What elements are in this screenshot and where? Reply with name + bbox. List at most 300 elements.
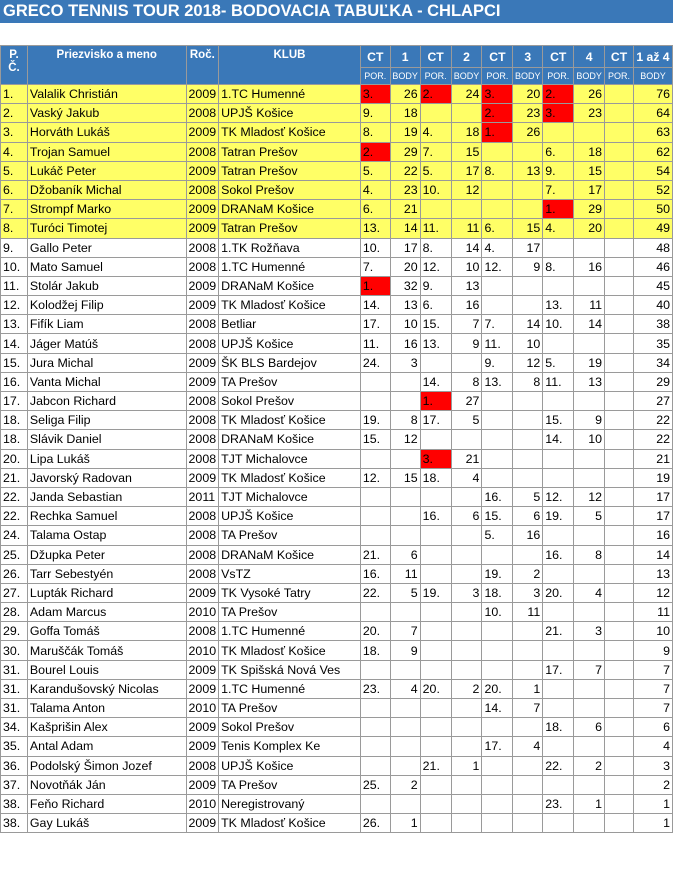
- cell-t4-points: [574, 814, 605, 833]
- col-header-ct3: CT: [482, 46, 513, 68]
- cell-t2-points: 4: [451, 468, 482, 487]
- cell-total-points: 64: [633, 104, 672, 123]
- cell-total-points: 76: [633, 85, 672, 104]
- cell-birth-year: 2009: [186, 583, 219, 602]
- table-row: [1, 238, 673, 257]
- cell-t3-position: [482, 411, 513, 430]
- cell-t1-position: 22.: [360, 583, 390, 602]
- cell-t1-position: [360, 449, 390, 468]
- table-row: [1, 219, 673, 238]
- cell-t3-points: [513, 641, 543, 660]
- cell-birth-year: 2009: [186, 161, 219, 180]
- cell-t4-points: 6: [574, 718, 605, 737]
- cell-t1-points: [390, 392, 420, 411]
- cell-t3-position: 13.: [482, 372, 513, 391]
- cell-player-name: Maruščák Tomáš: [27, 641, 186, 660]
- table-row: [1, 85, 673, 104]
- cell-total-points: 1: [633, 814, 672, 833]
- table-row: [1, 641, 673, 660]
- cell-club: DRANaM Košice: [219, 545, 361, 564]
- cell-t3-position: 6.: [482, 219, 513, 238]
- cell-t2-points: 7: [451, 315, 482, 334]
- cell-club: Sokol Prešov: [219, 718, 361, 737]
- cell-t4-points: [574, 699, 605, 718]
- cell-total-position: [605, 334, 634, 353]
- cell-t4-points: [574, 334, 605, 353]
- cell-t2-points: [451, 487, 482, 506]
- cell-t2-position: [420, 641, 451, 660]
- cell-t2-position: 6.: [420, 296, 451, 315]
- cell-position: 18.: [1, 430, 28, 449]
- cell-t1-position: 17.: [360, 315, 390, 334]
- table-row: [1, 315, 673, 334]
- cell-t4-points: 5: [574, 507, 605, 526]
- cell-t2-points: 10: [451, 257, 482, 276]
- cell-position: 29.: [1, 622, 28, 641]
- cell-total-points: 14: [633, 545, 672, 564]
- col-header-total: 1 až 4: [633, 46, 672, 68]
- cell-t3-points: 10: [513, 334, 543, 353]
- cell-t2-position: 3.: [420, 449, 451, 468]
- col-header-club: KLUB: [219, 46, 361, 85]
- cell-position: 9.: [1, 238, 28, 257]
- cell-birth-year: 2009: [186, 718, 219, 737]
- cell-total-points: 10: [633, 622, 672, 641]
- cell-position: 2.: [1, 104, 28, 123]
- cell-t4-points: [574, 775, 605, 794]
- cell-t4-position: 22.: [543, 756, 574, 775]
- subheader-body-3: BODY: [513, 68, 543, 85]
- cell-club: 1.TC Humenné: [219, 622, 361, 641]
- cell-t4-position: [543, 564, 574, 583]
- cell-t2-points: 11: [451, 219, 482, 238]
- cell-t3-points: [513, 142, 543, 161]
- col-header-t2: 2: [451, 46, 482, 68]
- cell-t1-position: 16.: [360, 564, 390, 583]
- cell-t3-points: 26: [513, 123, 543, 142]
- cell-club: Tenis Komplex Ke: [219, 737, 361, 756]
- cell-total-points: 1: [633, 794, 672, 813]
- cell-t2-position: 8.: [420, 238, 451, 257]
- table-row: [1, 507, 673, 526]
- cell-position: 18.: [1, 411, 28, 430]
- cell-t3-position: [482, 794, 513, 813]
- cell-t1-points: 21: [390, 200, 420, 219]
- cell-club: TK Mladosť Košice: [219, 411, 361, 430]
- cell-birth-year: 2009: [186, 660, 219, 679]
- cell-t1-position: 19.: [360, 411, 390, 430]
- cell-t2-points: [451, 200, 482, 219]
- cell-total-points: 49: [633, 219, 672, 238]
- cell-t4-points: 17: [574, 180, 605, 199]
- cell-total-position: [605, 372, 634, 391]
- cell-t2-position: [420, 622, 451, 641]
- cell-t1-position: 6.: [360, 200, 390, 219]
- cell-t1-points: 12: [390, 430, 420, 449]
- cell-t4-points: [574, 468, 605, 487]
- cell-total-points: 16: [633, 526, 672, 545]
- cell-t2-points: 3: [451, 583, 482, 602]
- subheader-por-1: POR.: [360, 68, 390, 85]
- cell-t1-position: 7.: [360, 257, 390, 276]
- cell-birth-year: 2009: [186, 737, 219, 756]
- cell-player-name: Trojan Samuel: [27, 142, 186, 161]
- cell-t2-position: [420, 718, 451, 737]
- cell-player-name: Rechka Samuel: [27, 507, 186, 526]
- cell-total-points: 19: [633, 468, 672, 487]
- cell-total-position: [605, 641, 634, 660]
- cell-t1-points: 16: [390, 334, 420, 353]
- cell-player-name: Gay Lukáš: [27, 814, 186, 833]
- cell-t1-points: [390, 507, 420, 526]
- cell-birth-year: 2008: [186, 507, 219, 526]
- cell-total-position: [605, 679, 634, 698]
- cell-birth-year: 2010: [186, 641, 219, 660]
- subheader-body-total: BODY: [633, 68, 672, 85]
- cell-position: 31.: [1, 679, 28, 698]
- cell-t1-points: 11: [390, 564, 420, 583]
- cell-t2-points: 6: [451, 507, 482, 526]
- cell-player-name: Adam Marcus: [27, 603, 186, 622]
- cell-total-points: 21: [633, 449, 672, 468]
- cell-t4-position: [543, 276, 574, 295]
- cell-t2-points: [451, 641, 482, 660]
- cell-t3-position: 8.: [482, 161, 513, 180]
- cell-t3-position: 15.: [482, 507, 513, 526]
- cell-t3-points: [513, 200, 543, 219]
- cell-t1-position: [360, 603, 390, 622]
- cell-t3-points: [513, 660, 543, 679]
- cell-t1-points: 8: [390, 411, 420, 430]
- cell-position: 12.: [1, 296, 28, 315]
- table-row: [1, 564, 673, 583]
- cell-t3-position: 10.: [482, 603, 513, 622]
- cell-position: 25.: [1, 545, 28, 564]
- table-row: [1, 679, 673, 698]
- col-header-ct2: CT: [420, 46, 451, 68]
- cell-t2-position: [420, 699, 451, 718]
- cell-t4-position: 21.: [543, 622, 574, 641]
- table-row: [1, 334, 673, 353]
- cell-t4-position: [543, 641, 574, 660]
- cell-t4-position: 12.: [543, 487, 574, 506]
- col-header-position: P. Č.: [1, 46, 28, 85]
- table-row: [1, 526, 673, 545]
- cell-total-points: 2: [633, 775, 672, 794]
- cell-t2-points: [451, 104, 482, 123]
- cell-total-position: [605, 814, 634, 833]
- cell-t4-position: 10.: [543, 315, 574, 334]
- cell-total-position: [605, 238, 634, 257]
- cell-player-name: Lupták Richard: [27, 583, 186, 602]
- cell-t1-position: 10.: [360, 238, 390, 257]
- cell-total-position: [605, 468, 634, 487]
- cell-t2-position: 12.: [420, 257, 451, 276]
- cell-t4-position: 11.: [543, 372, 574, 391]
- cell-t4-position: 9.: [543, 161, 574, 180]
- cell-position: 28.: [1, 603, 28, 622]
- cell-t3-points: [513, 545, 543, 564]
- cell-t1-position: 21.: [360, 545, 390, 564]
- cell-t3-position: 20.: [482, 679, 513, 698]
- cell-t2-position: [420, 104, 451, 123]
- cell-birth-year: 2011: [186, 487, 219, 506]
- cell-total-position: [605, 507, 634, 526]
- subheader-por-total: POR.: [605, 68, 634, 85]
- cell-t2-points: 1: [451, 756, 482, 775]
- cell-t1-position: 24.: [360, 353, 390, 372]
- cell-t2-points: 2: [451, 679, 482, 698]
- cell-t1-position: [360, 372, 390, 391]
- table-row: [1, 161, 673, 180]
- cell-t3-position: [482, 660, 513, 679]
- cell-t2-position: 21.: [420, 756, 451, 775]
- cell-t2-position: 7.: [420, 142, 451, 161]
- cell-t3-points: [513, 622, 543, 641]
- cell-t1-points: [390, 372, 420, 391]
- cell-position: 31.: [1, 699, 28, 718]
- subheader-body-1: BODY: [390, 68, 420, 85]
- cell-t2-points: [451, 699, 482, 718]
- cell-t2-points: [451, 737, 482, 756]
- cell-club: TK Mladosť Košice: [219, 296, 361, 315]
- cell-player-name: Stolár Jakub: [27, 276, 186, 295]
- cell-t2-position: 9.: [420, 276, 451, 295]
- table-row: [1, 775, 673, 794]
- cell-t1-points: 1: [390, 814, 420, 833]
- cell-t4-points: [574, 526, 605, 545]
- cell-club: TK Mladosť Košice: [219, 123, 361, 142]
- cell-t3-position: [482, 296, 513, 315]
- cell-birth-year: 2008: [186, 392, 219, 411]
- cell-t3-points: [513, 411, 543, 430]
- cell-t2-position: [420, 737, 451, 756]
- cell-club: DRANaM Košice: [219, 430, 361, 449]
- cell-club: TJT Michalovce: [219, 487, 361, 506]
- cell-t3-position: [482, 468, 513, 487]
- cell-t3-position: 11.: [482, 334, 513, 353]
- cell-t4-points: [574, 276, 605, 295]
- cell-t1-position: 26.: [360, 814, 390, 833]
- cell-t3-position: 19.: [482, 564, 513, 583]
- cell-player-name: Mato Samuel: [27, 257, 186, 276]
- cell-t4-position: [543, 123, 574, 142]
- cell-total-position: [605, 430, 634, 449]
- table-row: [1, 756, 673, 775]
- cell-t3-points: 6: [513, 507, 543, 526]
- cell-t2-position: 5.: [420, 161, 451, 180]
- cell-total-position: [605, 794, 634, 813]
- cell-t2-points: [451, 622, 482, 641]
- cell-club: Neregistrovaný: [219, 794, 361, 813]
- cell-player-name: Novotňák Ján: [27, 775, 186, 794]
- cell-t4-points: 4: [574, 583, 605, 602]
- cell-t4-position: 17.: [543, 660, 574, 679]
- cell-total-position: [605, 564, 634, 583]
- cell-t4-points: [574, 449, 605, 468]
- cell-t1-points: 9: [390, 641, 420, 660]
- cell-t4-position: 6.: [543, 142, 574, 161]
- subheader-por-4: POR.: [543, 68, 574, 85]
- table-row: [1, 449, 673, 468]
- cell-total-points: 17: [633, 487, 672, 506]
- cell-t1-position: [360, 699, 390, 718]
- cell-club: ŠK BLS Bardejov: [219, 353, 361, 372]
- col-header-ct4: CT: [543, 46, 574, 68]
- cell-total-points: 22: [633, 430, 672, 449]
- cell-total-position: [605, 449, 634, 468]
- cell-position: 38.: [1, 794, 28, 813]
- cell-total-points: 40: [633, 296, 672, 315]
- cell-t2-position: 11.: [420, 219, 451, 238]
- cell-t1-points: 22: [390, 161, 420, 180]
- cell-total-position: [605, 219, 634, 238]
- cell-t4-position: 19.: [543, 507, 574, 526]
- cell-t1-points: 15: [390, 468, 420, 487]
- cell-t1-position: 18.: [360, 641, 390, 660]
- cell-club: Tatran Prešov: [219, 142, 361, 161]
- cell-birth-year: 2010: [186, 603, 219, 622]
- cell-t3-points: 3: [513, 583, 543, 602]
- cell-t2-points: 8: [451, 372, 482, 391]
- cell-birth-year: 2009: [186, 85, 219, 104]
- cell-position: 20.: [1, 449, 28, 468]
- cell-birth-year: 2008: [186, 142, 219, 161]
- cell-total-points: 13: [633, 564, 672, 583]
- cell-total-points: 63: [633, 123, 672, 142]
- cell-t3-position: [482, 430, 513, 449]
- cell-player-name: Džupka Peter: [27, 545, 186, 564]
- cell-t3-position: [482, 641, 513, 660]
- table-row: [1, 814, 673, 833]
- cell-position: 11.: [1, 276, 28, 295]
- cell-player-name: Karandušovský Nicolas: [27, 679, 186, 698]
- cell-t1-points: [390, 526, 420, 545]
- cell-t3-position: [482, 775, 513, 794]
- cell-total-position: [605, 392, 634, 411]
- cell-t1-points: [390, 449, 420, 468]
- cell-club: TA Prešov: [219, 775, 361, 794]
- cell-position: 30.: [1, 641, 28, 660]
- cell-t3-position: [482, 814, 513, 833]
- cell-birth-year: 2009: [186, 775, 219, 794]
- table-row: [1, 718, 673, 737]
- table-row: [1, 487, 673, 506]
- cell-t2-points: [451, 526, 482, 545]
- cell-t1-points: 29: [390, 142, 420, 161]
- cell-t1-position: 3.: [360, 85, 390, 104]
- cell-t3-position: 2.: [482, 104, 513, 123]
- table-row: [1, 737, 673, 756]
- cell-t2-position: 13.: [420, 334, 451, 353]
- cell-club: UPJŠ Košice: [219, 756, 361, 775]
- cell-t4-points: 26: [574, 85, 605, 104]
- cell-t4-position: [543, 449, 574, 468]
- cell-total-position: [605, 526, 634, 545]
- cell-t1-position: 25.: [360, 775, 390, 794]
- cell-total-position: [605, 775, 634, 794]
- cell-t2-points: 5: [451, 411, 482, 430]
- cell-t2-points: 13: [451, 276, 482, 295]
- table-row: [1, 468, 673, 487]
- cell-position: 16.: [1, 372, 28, 391]
- cell-t4-points: 3: [574, 622, 605, 641]
- cell-t3-points: 16: [513, 526, 543, 545]
- cell-t3-points: 8: [513, 372, 543, 391]
- cell-position: 7.: [1, 200, 28, 219]
- cell-position: 37.: [1, 775, 28, 794]
- cell-t4-position: [543, 334, 574, 353]
- cell-t3-points: [513, 392, 543, 411]
- cell-total-position: [605, 411, 634, 430]
- cell-t1-points: 5: [390, 583, 420, 602]
- table-row: [1, 353, 673, 372]
- cell-t1-points: [390, 603, 420, 622]
- cell-club: TJT Michalovce: [219, 449, 361, 468]
- cell-total-points: 17: [633, 507, 672, 526]
- cell-total-position: [605, 737, 634, 756]
- cell-t3-points: 5: [513, 487, 543, 506]
- cell-total-points: 35: [633, 334, 672, 353]
- cell-t1-points: 14: [390, 219, 420, 238]
- cell-birth-year: 2010: [186, 699, 219, 718]
- cell-player-name: Kašprišin Alex: [27, 718, 186, 737]
- cell-t2-points: [451, 775, 482, 794]
- cell-t3-points: [513, 468, 543, 487]
- cell-t4-points: 10: [574, 430, 605, 449]
- cell-t1-points: 6: [390, 545, 420, 564]
- cell-t3-points: [513, 814, 543, 833]
- cell-total-position: [605, 296, 634, 315]
- cell-t3-points: 13: [513, 161, 543, 180]
- cell-t1-position: 4.: [360, 180, 390, 199]
- cell-t3-position: [482, 718, 513, 737]
- cell-birth-year: 2008: [186, 315, 219, 334]
- cell-club: TK Vysoké Tatry: [219, 583, 361, 602]
- cell-t4-position: [543, 814, 574, 833]
- cell-total-points: 7: [633, 660, 672, 679]
- cell-total-position: [605, 104, 634, 123]
- cell-total-points: 22: [633, 411, 672, 430]
- cell-t2-position: [420, 430, 451, 449]
- cell-player-name: Bourel Louis: [27, 660, 186, 679]
- table-row: [1, 430, 673, 449]
- cell-t3-points: 23: [513, 104, 543, 123]
- col-header-ct-total: CT: [605, 46, 634, 68]
- cell-t2-position: [420, 353, 451, 372]
- cell-t1-position: [360, 737, 390, 756]
- cell-t4-points: 19: [574, 353, 605, 372]
- cell-t1-points: [390, 487, 420, 506]
- sheet-title: GRECO TENNIS TOUR 2018- BODOVACIA TABUĽKA - CHLAPCI: [0, 0, 673, 23]
- cell-total-position: [605, 353, 634, 372]
- cell-t3-points: 12: [513, 353, 543, 372]
- cell-t2-points: 14: [451, 238, 482, 257]
- cell-t1-position: 12.: [360, 468, 390, 487]
- cell-t2-position: [420, 545, 451, 564]
- cell-t2-position: 19.: [420, 583, 451, 602]
- cell-t1-points: 2: [390, 775, 420, 794]
- cell-t1-position: 13.: [360, 219, 390, 238]
- cell-position: 3.: [1, 123, 28, 142]
- cell-player-name: Javorský Radovan: [27, 468, 186, 487]
- table-row: [1, 660, 673, 679]
- cell-t4-points: [574, 564, 605, 583]
- cell-total-points: 12: [633, 583, 672, 602]
- table-row: [1, 372, 673, 391]
- cell-birth-year: 2008: [186, 430, 219, 449]
- cell-club: TA Prešov: [219, 603, 361, 622]
